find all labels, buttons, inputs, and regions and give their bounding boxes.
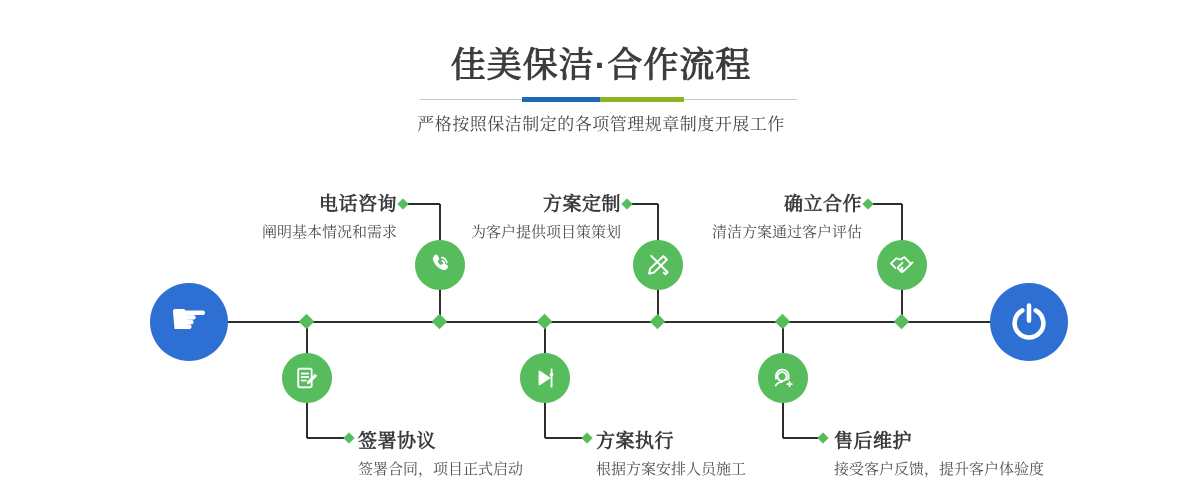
end-node bbox=[990, 283, 1068, 361]
junction-diamond bbox=[650, 314, 666, 330]
junction-diamond bbox=[775, 314, 791, 330]
connector-line bbox=[631, 203, 658, 205]
flow-step-aftersale bbox=[834, 426, 1044, 479]
junction-diamond bbox=[537, 314, 553, 330]
divider-blue-segment bbox=[522, 97, 600, 102]
connector-line bbox=[872, 203, 902, 205]
timeline bbox=[228, 321, 992, 323]
step-title: 售后维护 bbox=[834, 431, 913, 452]
label-diamond bbox=[817, 432, 828, 443]
connector-line bbox=[783, 437, 819, 439]
step-node-handshake bbox=[877, 240, 927, 290]
connector-line bbox=[307, 437, 345, 439]
label-diamond bbox=[621, 198, 632, 209]
step-desc: 接受客户反馈，提升客户体验度 bbox=[834, 461, 1045, 478]
pointer-hand-icon: ☛ bbox=[169, 294, 209, 345]
play-execute-icon bbox=[531, 364, 559, 392]
flow-step-contract bbox=[358, 426, 523, 479]
step-title: 方案执行 bbox=[596, 431, 675, 452]
junction-diamond bbox=[299, 314, 315, 330]
connector-line bbox=[545, 437, 583, 439]
page-title: 佳美保洁·合作流程 bbox=[450, 46, 752, 85]
flow-step-execute bbox=[596, 426, 746, 479]
step-desc: 签署合同，项目正式启动 bbox=[358, 461, 524, 478]
step-title: 方案定制 bbox=[542, 194, 621, 215]
step-title: 电话咨询 bbox=[318, 194, 397, 215]
pencil-design-icon bbox=[644, 251, 672, 279]
document-edit-icon bbox=[293, 364, 321, 392]
divider-green-segment bbox=[600, 97, 684, 102]
step-node-design bbox=[633, 240, 683, 290]
junction-diamond bbox=[894, 314, 910, 330]
handshake-icon bbox=[887, 250, 917, 280]
step-node-phone bbox=[415, 240, 465, 290]
step-title: 签署协议 bbox=[358, 431, 437, 452]
label-diamond bbox=[581, 432, 592, 443]
page-subtitle: 严格按照保洁制定的各项管理规章制度开展工作 bbox=[417, 115, 785, 134]
step-node-contract bbox=[282, 353, 332, 403]
step-node-execute bbox=[520, 353, 570, 403]
step-node-aftersale bbox=[758, 353, 808, 403]
connector-line bbox=[407, 203, 440, 205]
flow-step-phone bbox=[262, 189, 397, 242]
step-desc: 清洁方案通过客户评估 bbox=[711, 224, 862, 241]
start-node bbox=[150, 283, 228, 361]
step-title: 确立合作 bbox=[783, 194, 862, 215]
label-diamond bbox=[343, 432, 354, 443]
headset-support-icon bbox=[769, 364, 797, 392]
phone-icon bbox=[426, 251, 454, 279]
flow-step-design bbox=[471, 189, 621, 242]
flow-step-cooperate bbox=[712, 189, 862, 242]
label-diamond bbox=[862, 198, 873, 209]
step-desc: 阐明基本情况和需求 bbox=[261, 224, 397, 241]
label-diamond bbox=[397, 198, 408, 209]
step-desc: 根据方案安排人员施工 bbox=[596, 461, 747, 478]
step-desc: 为客户提供项目策策划 bbox=[470, 224, 621, 241]
power-icon bbox=[1008, 301, 1050, 343]
junction-diamond bbox=[432, 314, 448, 330]
